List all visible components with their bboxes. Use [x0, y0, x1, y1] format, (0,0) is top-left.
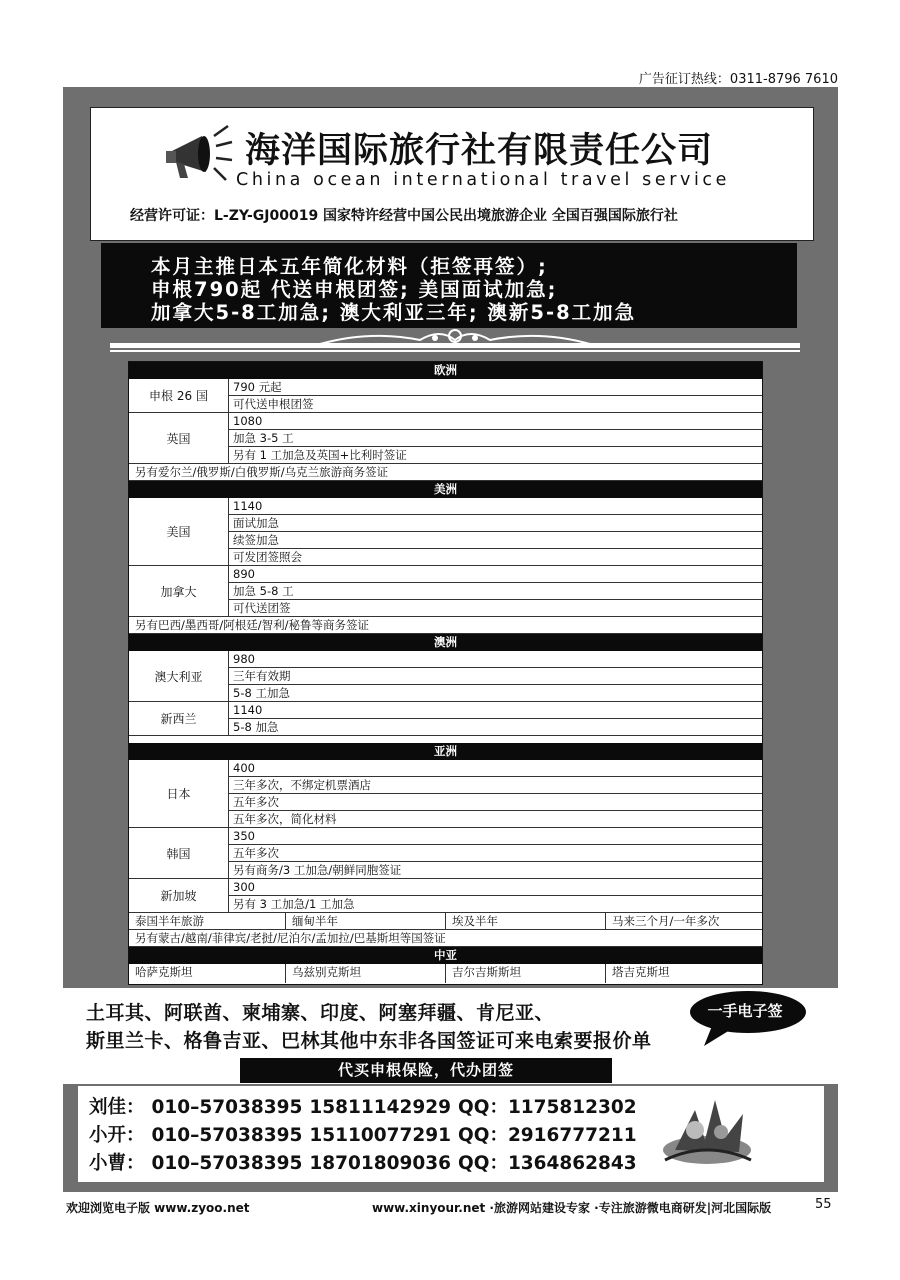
- country-cell-uk: 英国: [129, 413, 229, 464]
- promo-line: 本月主推日本五年简化材料（拒签再签）;: [151, 255, 548, 278]
- contact-mobile: 15811142929: [309, 1097, 451, 1118]
- promo-line: 加拿大5-8工加急; 澳大利亚三年; 澳新5-8工加急: [151, 301, 637, 324]
- country-cell-japan: 日本: [129, 760, 229, 828]
- detail-row: 另有 3 工加急/1 工加急: [233, 897, 355, 911]
- detail-row: 另有 1 工加急及英国+比利时签证: [233, 448, 407, 462]
- footer-tagline: www.xinyour.net ·旅游网站建设专家 ·专注旅游微电商研发|河北国际版: [372, 1201, 772, 1215]
- contact-tel: 010–57038395: [151, 1097, 303, 1118]
- megaphone-icon: [162, 122, 234, 184]
- visa-cell: 塔吉克斯坦: [612, 965, 670, 979]
- promo-line: 申根790起 代送申根团签; 美国面试加急;: [151, 278, 558, 301]
- page-number: 55: [815, 1197, 832, 1212]
- contact-mobile: 15110077291: [309, 1125, 451, 1146]
- section-header-oceania: 澳洲: [129, 634, 762, 651]
- extra-line: 土耳其、阿联酋、柬埔寨、印度、阿塞拜疆、肯尼亚、: [86, 1002, 555, 1024]
- country-cell-singapore: 新加坡: [129, 879, 229, 913]
- detail-row: 五年多次: [233, 846, 279, 860]
- country-cell-australia: 澳大利亚: [129, 651, 229, 702]
- detail-row: 加急 3-5 工: [233, 431, 294, 445]
- contact-row: [89, 1121, 644, 1147]
- country-cell-schengen: 申根 26 国: [129, 379, 229, 413]
- detail-row: 续签加急: [233, 533, 279, 547]
- contact-tel: 010–57038395: [151, 1125, 303, 1146]
- price-row: 300: [233, 880, 255, 894]
- visa-price-table: [128, 361, 763, 985]
- detail-row: 可代送团签: [233, 601, 291, 615]
- contact-qq: QQ：1364862843: [457, 1153, 637, 1174]
- visa-cell: 乌兹别克斯坦: [286, 964, 446, 983]
- detail-row: 5-8 工加急: [233, 686, 290, 700]
- note-row: 另有爱尔兰/俄罗斯/白俄罗斯/乌克兰旅游商务签证: [129, 464, 762, 481]
- decorative-art-icon: [655, 1090, 760, 1172]
- note-row: 另有巴西/墨西哥/阿根廷/智利/秘鲁等商务签证: [129, 617, 762, 634]
- price-row: 400: [233, 761, 255, 775]
- contact-qq: QQ：1175812302: [457, 1097, 637, 1118]
- half-year-row: [129, 913, 762, 930]
- country-cell-korea: 韩国: [129, 828, 229, 879]
- detail-row: 五年多次: [233, 795, 279, 809]
- ad-hotline: 广告征订热线：0311-8796 7610: [638, 72, 838, 87]
- visa-cell: 吉尔吉斯斯坦: [446, 964, 606, 983]
- section-header-americas: 美洲: [129, 481, 762, 498]
- extra-line: 斯里兰卡、格鲁吉亚、巴林其他中东非各国签证可来电索要报价单: [86, 1030, 652, 1052]
- e-visa-badge: 一手电子签: [707, 1002, 783, 1020]
- detail-row: 加急 5-8 工: [233, 584, 294, 598]
- contact-name: 小开：: [89, 1125, 145, 1146]
- price-row: 980: [233, 652, 255, 666]
- detail-row: 可代送申根团签: [233, 397, 314, 411]
- contact-qq: QQ：2916777211: [457, 1125, 637, 1146]
- extra-countries-text: [86, 999, 652, 1055]
- insurance-banner: 代买申根保险，代办团签: [240, 1058, 612, 1083]
- contact-name: 小曹：: [89, 1153, 145, 1174]
- footer-website: 欢迎浏览电子版 www.zyoo.net: [66, 1201, 250, 1215]
- section-header-central-asia: 中亚: [129, 947, 762, 964]
- note-row: 另有蒙古/越南/菲律宾/老挝/尼泊尔/孟加拉/巴基斯坦等国签证: [129, 930, 762, 947]
- detail-row: 可发团签照会: [233, 550, 302, 564]
- price-row: 890: [233, 567, 255, 581]
- country-cell-canada: 加拿大: [129, 566, 229, 617]
- visa-cell: 马来三个月/一年多次: [612, 914, 720, 928]
- detail-row: 5-8 加急: [233, 720, 279, 734]
- contact-mobile: 18701809036: [309, 1153, 451, 1174]
- price-row: 1140: [233, 499, 263, 513]
- contact-row: [89, 1093, 644, 1119]
- contact-row: [89, 1149, 644, 1175]
- detail-row: 三年有效期: [233, 669, 291, 683]
- section-header-asia: 亚洲: [129, 743, 762, 760]
- visa-cell: 泰国半年旅游: [129, 913, 286, 930]
- visa-cell: 缅甸半年: [286, 913, 446, 930]
- price-row: 1080: [233, 414, 263, 428]
- license-info: 经营许可证：L-ZY-GJ00019 国家特许经营中国公民出境旅游企业 全国百强国际旅行社: [130, 208, 678, 224]
- visa-cell: 哈萨克斯坦: [129, 964, 286, 983]
- price-row: 1140: [233, 703, 263, 717]
- company-name: 海洋国际旅行社有限责任公司: [245, 131, 714, 171]
- country-cell-newzealand: 新西兰: [129, 702, 229, 736]
- promo-banner: [101, 243, 797, 328]
- detail-row: 另有商务/3 工加急/朝鲜同胞签证: [233, 863, 402, 877]
- contact-name: 刘佳：: [89, 1097, 145, 1118]
- price-row: 790 元起: [233, 380, 282, 394]
- ornament-divider: [110, 326, 800, 354]
- detail-row: 三年多次，不绑定机票酒店: [233, 778, 371, 792]
- section-header-europe: 欧洲: [129, 362, 762, 379]
- country-cell-usa: 美国: [129, 498, 229, 566]
- contact-tel: 010–57038395: [151, 1153, 303, 1174]
- visa-cell: 埃及半年: [446, 913, 606, 930]
- detail-row: 五年多次，简化材料: [233, 812, 337, 826]
- central-asia-row: [129, 964, 762, 983]
- detail-row: 面试加急: [233, 516, 279, 530]
- company-name-en: China ocean international travel service: [236, 170, 730, 190]
- price-row: 350: [233, 829, 255, 843]
